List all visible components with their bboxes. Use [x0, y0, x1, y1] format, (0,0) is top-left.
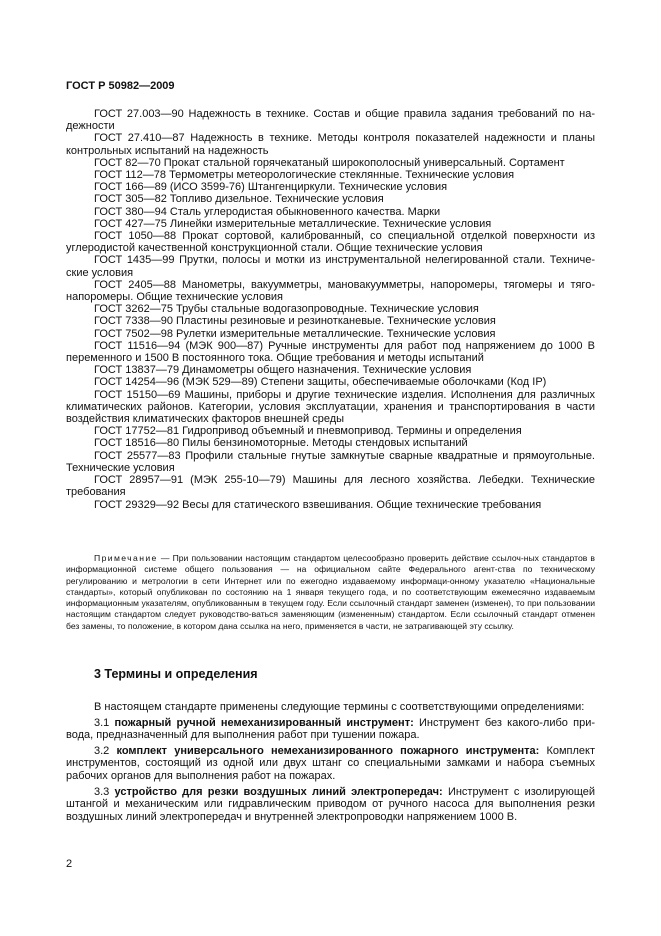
reference-item: ГОСТ 17752—81 Гидропривод объемный и пневмопривод. Термины и определения [94, 425, 522, 438]
term-definition: Инструмент без какого-либо при-вода, предназначенный для выполнения работ при тушении пожара. [66, 716, 596, 742]
reference-item: ГОСТ 1050—88 Прокат сортовой, калиброванный, со специальной отделкой поверхности из углеродистой качественной конструкционной стали. Общие технические условия [66, 230, 595, 255]
normative-references-list [66, 108, 595, 511]
term-number: 3.3 [94, 785, 110, 798]
terms-section [66, 701, 595, 826]
term-entry [66, 717, 595, 742]
reference-item: ГОСТ 15150—69 Машины, приборы и другие технические изделия. Исполнения для различных климатических районов. Категории, условия эксплуатации, хранения и транспортирования в части воздействия климатических факторов внешней среды [66, 388, 595, 426]
document-header: ГОСТ Р 50982—2009 [66, 80, 175, 92]
reference-item: ГОСТ 380—94 Сталь углеродистая обыкновенного качества. Марки [94, 205, 441, 218]
reference-item: ГОСТ 427—75 Линейки измерительные металлические. Технические условия [94, 217, 492, 230]
reference-item: ГОСТ 18516—80 Пилы бензиномоторные. Методы стендовых испытаний [94, 437, 468, 450]
term-name: пожарный ручной немеханизированный инструмент: [114, 716, 414, 729]
reference-item: ГОСТ 27.410—87 Надежность в технике. Методы контроля показателей надежности и планы контрольных испытаний на надежность [66, 132, 595, 157]
section-intro: В настоящем стандарте применены следующие термины с соответствующими определениями: [94, 701, 585, 713]
term-entry [66, 786, 595, 824]
reference-item: ГОСТ 166—89 (ИСО 3599-76) Штангенциркули. Технические условия [94, 181, 448, 194]
reference-item: ГОСТ 11516—94 (МЭК 900—87) Ручные инструменты для работ под напряжением до 1000 В переменного и 1500 В постоянного тока. Общие требования и методы испытаний [66, 339, 595, 365]
reference-item: ГОСТ 28957—91 (МЭК 255-10—79) Машины для лесного хозяйства. Лебедки. Технические требования [66, 474, 595, 499]
page-number: 2 [66, 858, 73, 870]
reference-item: ГОСТ 29329—92 Весы для статического взвешивания. Общие технические требования [94, 498, 542, 511]
term-definition: Инструмент с изолирующей штангой и механическим или гидравлическим приводом от ручного насоса для выполнения резки воздушных линий электропередач и внутренней электропроводки напряжением 1000 В. [66, 785, 596, 823]
section-title: 3 Термины и определения [94, 667, 258, 681]
reference-item: ГОСТ 13837—79 Динамометры общего назначения. Технические условия [94, 364, 472, 377]
note-block [66, 553, 595, 632]
reference-item: ГОСТ 27.003—90 Надежность в технике. Состав и общие правила задания требований по на-дежности [66, 108, 595, 133]
term-name: устройство для резки воздушных линий электропередач: [114, 785, 443, 798]
term-entry [66, 745, 595, 783]
reference-item: ГОСТ 7502—98 Рулетки измерительные металлические. Технические условия [94, 327, 496, 340]
reference-item: ГОСТ 3262—75 Трубы стальные водогазопроводные. Технические условия [94, 303, 479, 316]
reference-item: ГОСТ 7338—90 Пластины резиновые и резинотканевые. Технические условия [94, 315, 496, 328]
term-definition: Комплект инструментов, состоящий из одной или двух штанг со специальными замками и набора съемных рабочих органов для выполнения работ на пожарах. [66, 744, 595, 782]
reference-item: ГОСТ 25577—83 Профили стальные гнутые замкнутые сварные квадратные и прямоугольные. Технические условия [66, 449, 595, 474]
reference-item: ГОСТ 112—78 Термометры метеорологические стеклянные. Технические условия [94, 169, 515, 182]
reference-item: ГОСТ 14254—96 (МЭК 529—89) Степени защиты, обеспечиваемые оболочками (Код IP) [94, 376, 547, 389]
note-paragraph [66, 553, 595, 632]
reference-item: ГОСТ 1435—99 Прутки, полосы и мотки из инструментальной нелегированной стали. Техниче-ские условия [66, 254, 595, 279]
term-number: 3.1 [94, 716, 110, 729]
note-text: — При пользовании настоящим стандартом целесообразно проверить действие ссылоч-ных стандартов в информационной системе общего пользования — на официальном сайте Федерального агент-ства по техническому регулированию и метрологии в сети Интернет или по ежегодно издаваемому информаци-онному указателю «Национальные стандарты», который опубликован по состоянию на 1 января текущего года, и по соответствующим ежемесячно издаваемым информационным указателям, опубликованным в текущем году. Если ссылочный стандарт заменен (изменен), то при пользовании настоящим стандартом следует руководство-ваться заменяющим (измененным) стандартом. Если ссылочный стандарт отменен без замены, то положение, в котором дана ссылка на него, применяется в части, не затрагивающей эту ссылку. [66, 553, 595, 631]
reference-item: ГОСТ 2405—88 Манометры, вакуумметры, мановакуумметры, напоромеры, тягомеры и тяго-напоромеры. Общие технические условия [66, 278, 595, 304]
reference-item: ГОСТ 82—70 Прокат стальной горячекатаный широкополосный универсальный. Сортамент [94, 156, 565, 169]
term-number: 3.2 [94, 744, 110, 757]
reference-item: ГОСТ 305—82 Топливо дизельное. Технические условия [94, 193, 384, 206]
term-name: комплект универсального немеханизированного пожарного инструмента: [116, 744, 540, 757]
note-label: Примечание [94, 553, 158, 563]
